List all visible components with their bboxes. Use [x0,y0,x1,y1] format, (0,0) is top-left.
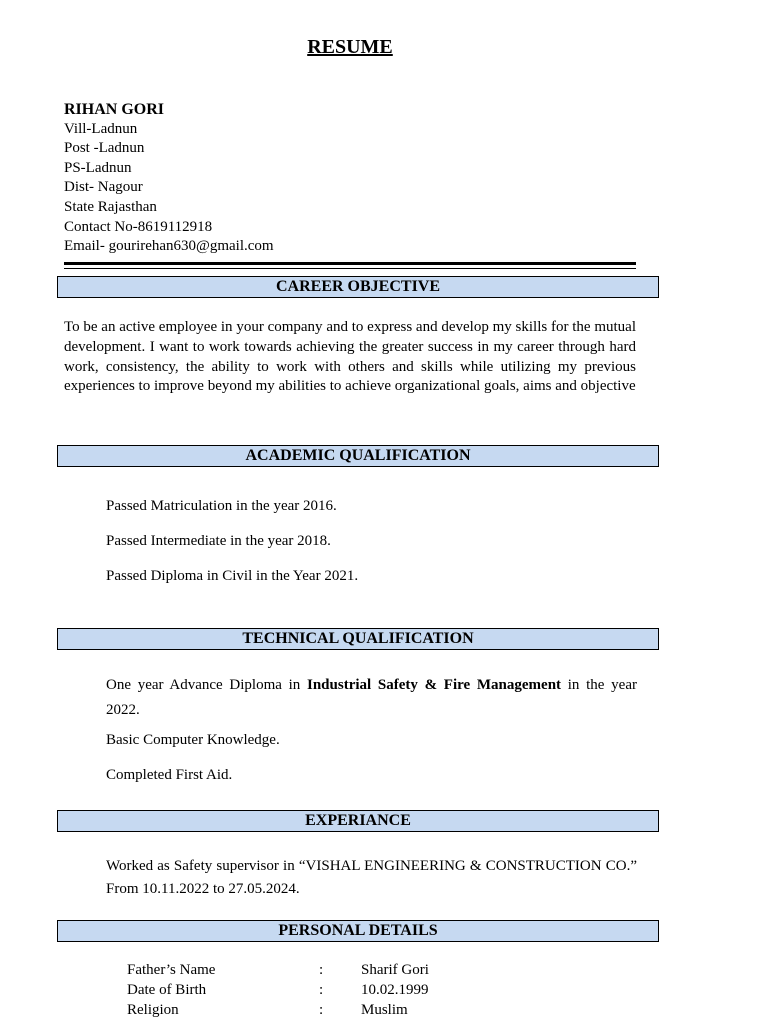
technical-item: Completed First Aid. [106,767,233,783]
diploma-suffix: in the year 2022. [106,677,637,718]
header-divider [64,262,636,269]
academic-item: Passed Matriculation in the year 2016. [106,498,337,514]
list-item [84,673,637,723]
list-item [84,855,637,901]
candidate-name: RIHAN GORI [64,101,165,118]
personal-separator: : [319,1002,324,1018]
address-post: Post -Ladnun [64,140,145,157]
academic-item: Passed Diploma in Civil in the Year 2021. [106,568,359,584]
section-personal-details: PERSONAL DETAILS [57,920,659,942]
list-item [84,763,637,788]
career-objective-text: To be an active employee in your company and to express and develop my skills for the mutual development. I want to work towards achieving the greater success in my career through hard work, consistency, the ability to work with others and skills while utilizing my previous experiences to improve beyond my abilities to achieve organizational goals, aims and objective [64,319,636,395]
list-item [84,564,637,589]
diploma-prefix: One year Advance Diploma in [106,677,307,693]
personal-label: Date of Birth [127,982,207,998]
bullet-icon [84,529,106,554]
personal-separator: : [319,982,324,998]
bullet-icon [84,763,106,788]
section-technical-qualification: TECHNICAL QUALIFICATION [57,628,659,650]
section-academic-qualification: ACADEMIC QUALIFICATION [57,445,659,467]
address-state: State Rajasthan [64,198,157,215]
personal-label: Religion [127,1002,179,1018]
list-item [84,728,637,753]
section-career-objective: CAREER OBJECTIVE [57,276,659,298]
personal-value: Sharif Gori [361,962,429,978]
personal-row [127,1001,527,1021]
address-district: Dist- Nagour [64,179,143,196]
list-item [84,529,637,554]
personal-label: Father’s Name [127,962,216,978]
personal-separator: : [319,962,324,978]
bullet-icon [84,494,106,519]
bullet-icon [84,564,106,589]
address-village: Vill-Ladnun [64,120,138,137]
personal-value: Muslim [361,1002,408,1018]
contact-block [64,100,274,257]
diploma-course: Industrial Safety & Fire Management [307,677,562,693]
personal-row [127,981,527,1001]
bullet-icon [84,728,106,753]
contact-email: Email- gourirehan630@gmail.com [64,238,274,255]
personal-value: 10.02.1999 [361,982,429,998]
experience-item: Worked as Safety supervisor in “VISHAL ENGINEERING & CONSTRUCTION CO.” From 10.11.2022 to 27.05.2024. [106,858,637,897]
contact-phone: Contact No-8619112918 [64,218,213,235]
technical-item [106,673,637,723]
address-ps: PS-Ladnun [64,159,132,176]
list-item [84,494,637,519]
technical-item: Basic Computer Knowledge. [106,732,280,748]
bullet-icon [84,855,106,901]
section-experience: EXPERIANCE [57,810,659,832]
page-title: RESUME [307,36,393,58]
personal-row [127,961,527,981]
bullet-icon [84,673,106,723]
academic-item: Passed Intermediate in the year 2018. [106,533,331,549]
